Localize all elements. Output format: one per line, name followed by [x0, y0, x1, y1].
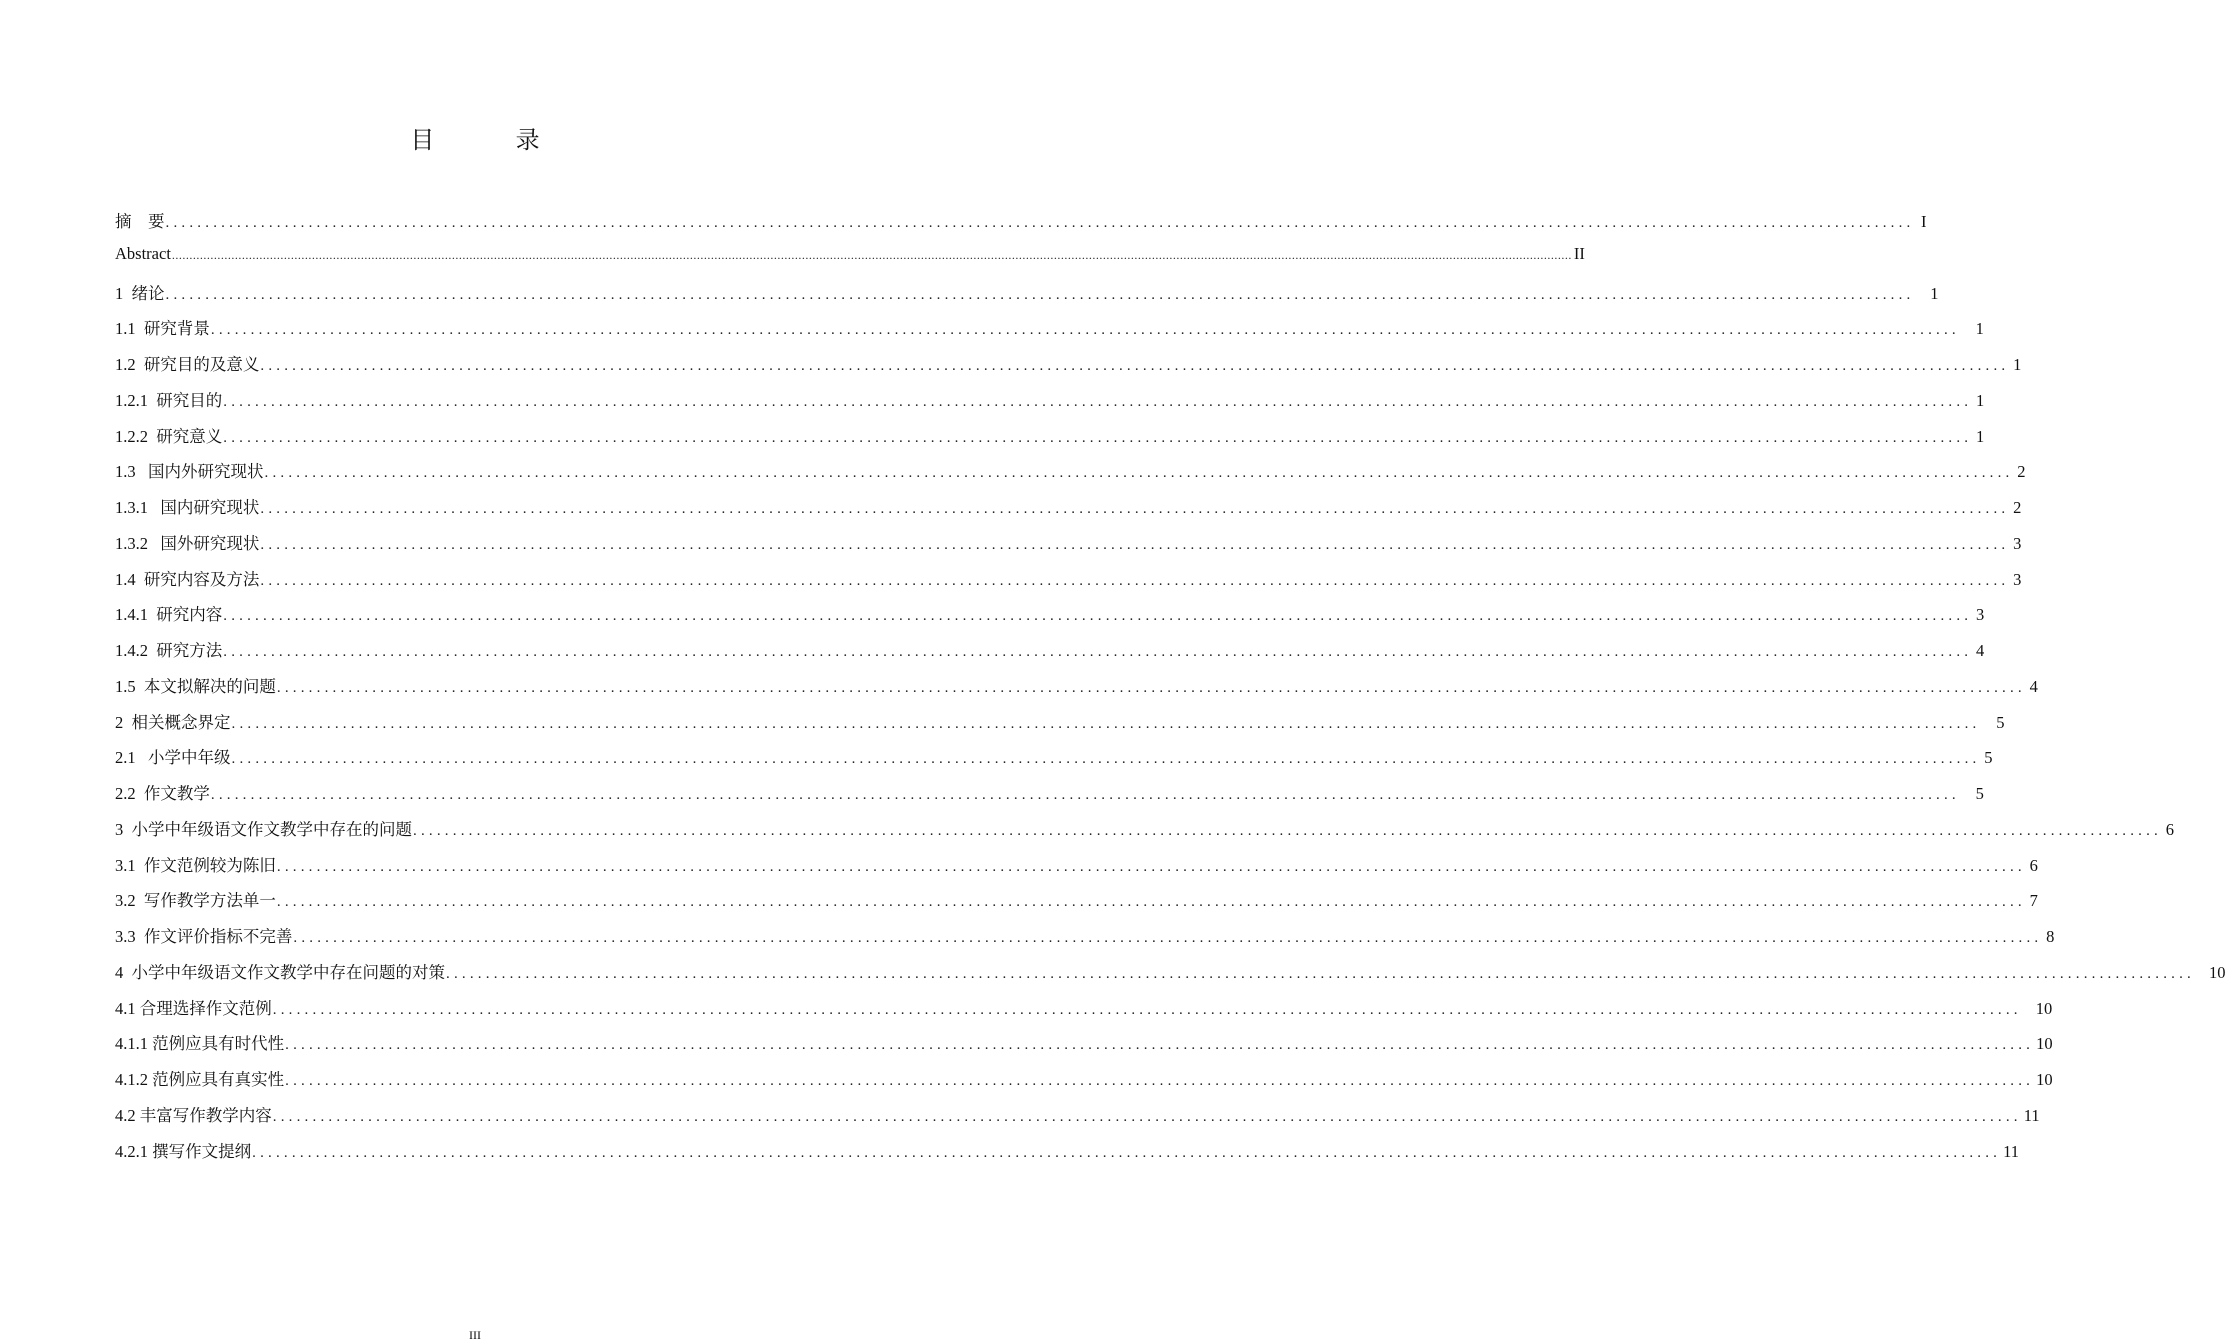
toc-entry[interactable] [115, 387, 1985, 423]
toc-entry[interactable] [115, 959, 2226, 995]
toc-dot-leader: ............................................................................................................................................................................................................................ [276, 858, 2026, 875]
toc-dot-leader: ............................................................................................................................................................................................................................ [285, 1037, 2035, 1054]
toc-dot-leader: ............................................................................................................................................................................................................................ [260, 536, 2010, 553]
toc-entry-label: 3 小学中年级语文作文教学中存在的问题 [115, 819, 412, 839]
toc-entry-label: 3.1 作文范例较为陈旧 [115, 855, 276, 875]
toc-entry[interactable] [115, 923, 2055, 959]
toc-entry[interactable] [115, 780, 1984, 816]
toc-entry[interactable] [115, 1066, 2053, 1102]
toc-entry-page: 6 [2029, 855, 2038, 875]
toc-entry[interactable] [115, 601, 1985, 637]
toc-entry-label: 1.4 研究内容及方法 [115, 569, 260, 589]
toc-dot-leader: ............................................................................................................................................................................................................................ [446, 965, 2195, 982]
toc-entry-label: 2.2 作文教学 [115, 784, 210, 803]
toc-entry-label: 2.1 小学中年级 [115, 748, 231, 768]
toc-entry-page: 1 [1930, 283, 1939, 303]
toc-entry-label: 1.5 本文拟解决的问题 [115, 676, 276, 696]
toc-dot-leader: ............................................................................................................................................................................................................................ [223, 644, 1973, 660]
toc-entry-page: 3 [2013, 569, 2022, 589]
toc-entry-page: 10 [2036, 1070, 2053, 1089]
toc-entry-label: 摘 要 [115, 212, 165, 231]
toc-entry-page: 4 [2029, 676, 2038, 696]
toc-entry[interactable] [115, 280, 1939, 316]
toc-entry[interactable] [115, 995, 2053, 1031]
toc-dot-leader: ............................................................................................................................................................................................................................ [413, 822, 2162, 839]
toc-entry-label: 1.3.1 国内研究现状 [115, 498, 260, 517]
toc-entry-page: 5 [1975, 784, 1984, 803]
toc-entry-page: 11 [2023, 1105, 2040, 1125]
toc-entry-label: 4.1 合理选择作文范例 [115, 998, 272, 1018]
toc-entry[interactable] [115, 530, 2022, 566]
toc-entry-label: 1.3.2 国外研究现状 [115, 533, 260, 553]
toc-dot-leader: ............................................................................................................................................................................................................................ [231, 751, 1981, 768]
toc-entry-page: 1 [1976, 390, 1985, 410]
toc-entry-page: 11 [2003, 1141, 2020, 1161]
toc-entry-label: 1.3 国内外研究现状 [115, 462, 264, 482]
toc-entry-page: 5 [1984, 748, 1993, 768]
toc-entry-label: 1.1 研究背景 [115, 319, 210, 339]
toc-entry[interactable] [115, 709, 2005, 745]
toc-dot-leader: ............................................................................................................................................................................................................................ [210, 322, 1960, 339]
toc-entry-page: 6 [2165, 819, 2174, 839]
toc-entry[interactable] [115, 423, 1985, 459]
toc-entry-page: 7 [2029, 891, 2038, 911]
toc-dot-leader: ............................................................................................................................................................................................................................ [252, 1144, 2002, 1161]
toc-entry-label: 1.4.1 研究内容 [115, 605, 223, 625]
toc-dot-leader: ............................................................................................................................................................................................................................ [260, 358, 2010, 374]
toc-entry-page: 1 [1975, 319, 1984, 339]
toc-entry[interactable] [115, 816, 2174, 852]
toc-entry-label: 3.2 写作教学方法单一 [115, 891, 276, 911]
toc-dot-leader: ............................................................................................................................................................................................................................ [272, 1001, 2022, 1018]
toc-entry[interactable] [115, 208, 1927, 244]
page-title: 目 录 [410, 126, 562, 154]
toc-entry[interactable] [115, 1102, 2040, 1138]
toc-entry[interactable] [115, 315, 1984, 351]
toc-entry-label: 1.2 研究目的及意义 [115, 355, 260, 374]
toc-entry-label: 4.2 丰富写作教学内容 [115, 1105, 272, 1125]
toc-entry-page: 10 [2036, 1034, 2053, 1054]
toc-entry-label: Abstract [115, 243, 171, 263]
toc-entry[interactable] [115, 243, 1585, 280]
toc-entry[interactable] [115, 1138, 2020, 1174]
toc-entry-page: 3 [2013, 533, 2022, 553]
toc-dot-leader: ............................................................................................................................................................................................................................ [260, 501, 2010, 517]
toc-entry-label: 4.1.2 范例应具有真实性 [115, 1070, 285, 1089]
toc-dot-leader: ............................................................................................................................................................................................................................ [260, 572, 2010, 589]
toc-dot-leader: ............................................................................................................................................................................................................................ [264, 465, 2014, 482]
toc-entry[interactable] [115, 351, 2022, 387]
toc-dot-leader: ............................................................................................................................................................................................................................ [276, 894, 2026, 911]
toc-entry-label: 4 小学中年级语文作文教学中存在问题的对策 [115, 962, 445, 982]
toc-dot-leader: ............................................................................................................................................................................................................................ [272, 1108, 2022, 1125]
toc-entry-page: 5 [1996, 712, 2005, 732]
toc-dot-leader: ............................................................................................................................................................................................................................ [223, 429, 1973, 446]
toc-dot-leader: ............................................................................................................................................................................................................................ [223, 393, 1973, 410]
toc-entry-page: I [1921, 212, 1927, 231]
table-of-contents [115, 208, 2226, 1173]
toc-entry-label: 1 绪论 [115, 283, 165, 303]
toc-entry[interactable] [115, 566, 2022, 602]
toc-entry-label: 2 相关概念界定 [115, 712, 231, 732]
toc-entry-page: 4 [1976, 641, 1985, 660]
toc-dot-leader: ............................................................................................................................................................................................................................ [231, 715, 1981, 732]
toc-entry-label: 3.3 作文评价指标不完善 [115, 927, 293, 946]
toc-entry-page: 3 [1976, 605, 1985, 625]
toc-entry[interactable] [115, 458, 2026, 494]
toc-dot-leader: ............................................................................................................................................................................................................................ [210, 787, 1960, 803]
toc-entry-label: 1.2.2 研究意义 [115, 426, 223, 446]
toc-entry[interactable] [115, 852, 2038, 888]
toc-dot-leader: ............................................................................................................................................................................................................................ [285, 1073, 2035, 1089]
footer-page-number: III [469, 1328, 481, 1342]
toc-dot-leader: ............................................................................................................................................................................................................................ [223, 608, 1973, 625]
toc-entry-label: 1.2.1 研究目的 [115, 390, 223, 410]
toc-entry[interactable] [115, 744, 1993, 780]
toc-entry[interactable] [115, 673, 2038, 709]
toc-entry-page: 1 [1976, 426, 1985, 446]
toc-entry-label: 1.4.2 研究方法 [115, 641, 223, 660]
toc-entry-label: 4.2.1 撰写作文提纲 [115, 1141, 252, 1161]
toc-entry-page: 1 [2013, 355, 2022, 374]
toc-dot-leader: ................................................................................................................................................................................................................................................................................................................................................................................................................ [171, 247, 1572, 262]
toc-entry-page: II [1573, 243, 1585, 263]
toc-entry[interactable] [115, 494, 2022, 530]
toc-entry-page: 10 [2035, 998, 2053, 1018]
toc-entry-label: 4.1.1 范例应具有时代性 [115, 1034, 285, 1054]
toc-dot-leader: ............................................................................................................................................................................................................................ [293, 930, 2043, 946]
toc-entry[interactable] [115, 1030, 2053, 1066]
toc-dot-leader: ............................................................................................................................................................................................................................ [165, 215, 1915, 231]
toc-entry-page: 8 [2046, 927, 2055, 946]
toc-entry-page: 10 [2209, 962, 2226, 982]
toc-entry-page: 2 [2017, 462, 2026, 482]
toc-entry[interactable] [115, 887, 2038, 923]
toc-entry-page: 2 [2013, 498, 2022, 517]
toc-dot-leader: ............................................................................................................................................................................................................................ [276, 679, 2026, 696]
toc-dot-leader: ............................................................................................................................................................................................................................ [165, 286, 1915, 303]
toc-entry[interactable] [115, 637, 1985, 673]
